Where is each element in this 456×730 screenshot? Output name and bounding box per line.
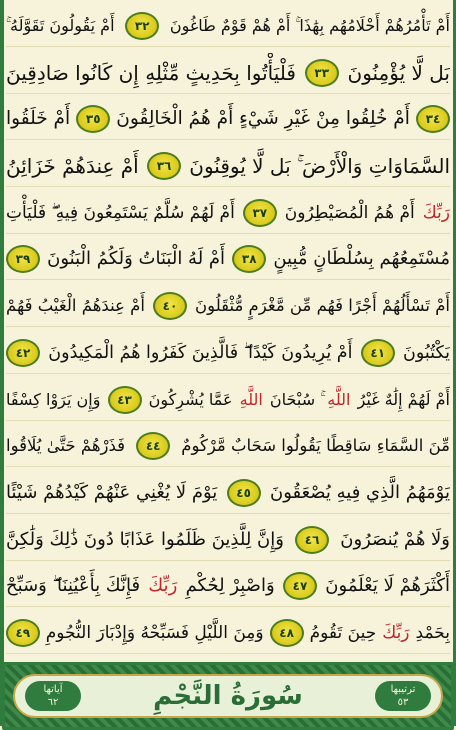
text-line (6, 286, 450, 327)
verse-text: وَمِنَ اللَّيْلِ فَسَبِّحْهُ وَإِدْبَارَ النُّجُومِ (45, 622, 264, 643)
ayah-number-marker: ٤٥ (227, 479, 261, 507)
verse-text: أَمْ تَسْأَلُهُمْ أَجْرًا فَهُم مِّن مَّغْرَمٍ مُّثْقَلُونَ (195, 296, 450, 316)
ayah-number-marker: ٣٤ (416, 105, 450, 133)
divine-name-text: رَبِّكَ (382, 622, 410, 643)
ayah-number-marker: ٤٢ (6, 339, 40, 367)
verse-text: أَمْ عِندَهُمُ الْغَيْبُ فَهُمْ (6, 296, 145, 316)
verse-text: يَوْمَ لَا يُغْنِي عَنْهُمْ كَيْدُهُمْ شَيْئًا (6, 481, 218, 503)
ayah-number-marker: ٤٤ (136, 432, 170, 460)
verse-text: أَمْ هُمُ الْمُصَيْطِرُونَ (284, 202, 415, 223)
verse-text: بِحَمْدِ (415, 622, 450, 643)
verse-text: أَمْ عِندَهُمْ خَزَائِنُ (6, 154, 139, 179)
divine-name-text: رَبِّكَ (148, 575, 178, 597)
text-line (6, 193, 450, 234)
verse-text: أَمْ لَهُمْ سُلَّمٌ يَسْتَمِعُونَ فِيهِ ۖ فَلْيَأْتِ (6, 202, 235, 223)
text-line (6, 53, 450, 94)
verse-text: أَمْ خُلِقُوا مِنْ غَيْرِ شَيْءٍ أَمْ هُمُ الْخَالِقُونَ (116, 108, 410, 130)
ayah-number-marker: ٣٣ (305, 59, 339, 87)
divine-name-text: رَبِّكَ (422, 202, 450, 223)
ayah-number-marker: ٤٦ (295, 526, 329, 554)
verse-text: أَمْ لَهُ الْبَنَاتُ وَلَكُمُ الْبَنُونَ (47, 248, 226, 270)
ayah-number-marker: ٣٩ (6, 245, 40, 273)
text-line (6, 380, 450, 421)
text-line (6, 99, 450, 140)
ayah-number-marker: ٣٢ (125, 12, 159, 40)
text-line (6, 473, 450, 514)
ayah-number-marker: ٣٥ (76, 105, 110, 133)
verse-text: وَلَا هُمْ يُنصَرُونَ (340, 528, 450, 550)
ayah-number-marker: ٣٧ (243, 199, 277, 227)
text-line (6, 146, 450, 187)
ayah-number-marker: ٤٩ (6, 619, 40, 647)
page-border-left (0, 0, 4, 726)
verse-text: فَإِنَّكَ بِأَعْيُنِنَا ۖ وَسَبِّحْ (6, 575, 141, 597)
verse-count-value: ٦٢ (47, 697, 59, 708)
text-line (6, 239, 450, 280)
verse-text: فَذَرْهُمْ حَتَّىٰ يُلَاقُوا (6, 436, 126, 456)
verse-text: وَإِنَّ لِلَّذِينَ ظَلَمُوا عَذَابًا دُونَ ذَٰلِكَ وَلَٰكِنَّ (6, 528, 284, 550)
ayah-number-marker: ٤٨ (270, 619, 304, 647)
ayah-number-marker: ٤١ (361, 339, 395, 367)
text-line (6, 333, 450, 374)
surah-title: سُورَةُ النَّجْمِ (153, 681, 303, 711)
surah-order-value: ٥٣ (397, 697, 409, 708)
text-line (6, 613, 450, 654)
verse-text: مُسْتَمِعُهُم بِسُلْطَانٍ مُّبِينٍ (273, 248, 450, 270)
surah-order-label: ترتيبها (390, 684, 416, 695)
text-line (6, 520, 450, 561)
verse-text: أَمْ يَقُولُونَ تَقَوَّلَهُ ۚ (6, 16, 115, 35)
ayah-number-marker: ٣٨ (232, 245, 266, 273)
text-line (6, 426, 450, 467)
surah-order-badge (375, 681, 431, 711)
ayah-number-marker: ٣٦ (147, 152, 181, 180)
verse-text: وَإِن يَرَوْا كِسْفًا (6, 389, 101, 409)
verse-text: وَاصْبِرْ لِحُكْمِ (185, 575, 275, 597)
verse-text: فَلْيَأْتُوا بِحَدِيثٍ مِّثْلِهِ إِن كَانُوا صَادِقِينَ (6, 60, 296, 85)
surah-verse-count-badge (25, 681, 81, 711)
verse-text: عَمَّا يُشْرِكُونَ (148, 389, 233, 409)
divine-name-text: اللَّهِ (327, 389, 351, 409)
divine-name-text: اللَّهِ (239, 389, 263, 409)
verse-text: أَمْ لَهُمْ إِلَٰهٌ غَيْرُ (357, 389, 450, 409)
verse-text: بَل لَّا يُؤْمِنُونَ (347, 60, 450, 85)
ayah-number-marker: ٤٧ (283, 572, 317, 600)
verse-count-label: آياتها (43, 684, 63, 695)
text-line (6, 6, 450, 47)
verse-text: أَكْثَرَهُمْ لَا يَعْلَمُونَ (325, 575, 450, 597)
ayah-number-marker: ٤٣ (108, 386, 142, 414)
surah-header-cartouche (13, 674, 443, 718)
verse-text: أَمْ تَأْمُرُهُمْ أَحْلَامُهُم بِهَٰذَا ۚ أَمْ هُمْ قَوْمٌ طَاغُونَ (169, 16, 450, 35)
text-line (6, 566, 450, 607)
verse-text: أَمْ يُرِيدُونَ كَيْدًا ۖ فَالَّذِينَ كَفَرُوا هُمُ الْمَكِيدُونَ (48, 342, 353, 363)
quran-text-lines (6, 6, 450, 654)
verse-text: حِينَ تَقُومُ (309, 622, 377, 643)
surah-header-frame (2, 662, 454, 730)
verse-text: يَوْمَهُمُ الَّذِي فِيهِ يُصْعَقُونَ (269, 481, 450, 503)
verse-text: مِّنَ السَّمَاءِ سَاقِطًا يَقُولُوا سَحَابٌ مَّرْكُومٌ (181, 436, 450, 456)
verse-text: يَكْتُبُونَ (403, 342, 450, 363)
verse-text: أَمْ خَلَقُوا (6, 108, 71, 130)
verse-text: السَّمَاوَاتِ وَالْأَرْضَ ۚ بَل لَّا يُوقِنُونَ (189, 154, 450, 179)
verse-text: ۚ سُبْحَانَ (269, 389, 321, 409)
ayah-number-marker: ٤٠ (153, 292, 187, 320)
